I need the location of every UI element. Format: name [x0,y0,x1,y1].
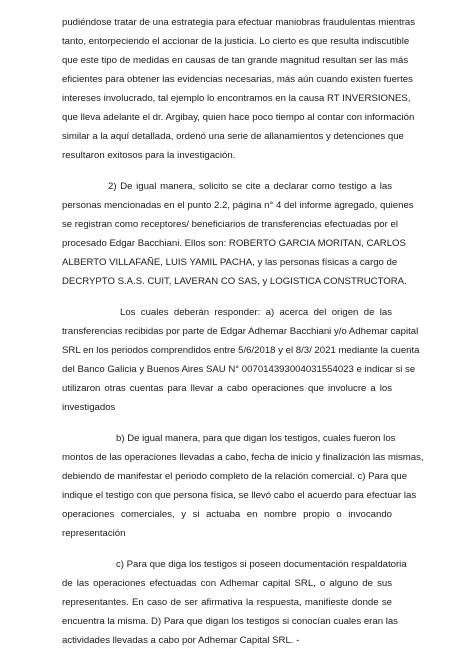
text-line: operaciones comerciales, y si actuaba en nombre propio o invocando [62,509,392,520]
text-line: transferencias recibidas por parte de Edgar Adhemar Bacchiani y/o Adhemar capital [62,326,419,337]
text-line: encuentra la misma. D) Para que digan los testigos si conocían cuales eran las [62,616,398,627]
text-line: del Banco Galicia y Buenos Aires SAU N° 007014393004031554023 e indicar si se [62,364,416,375]
text-line: resultaron exitosos para la investigación. [62,150,236,161]
text-line: eficientes para obtener las evidencias necesarias, más aún cuando existen fuertes [62,74,413,85]
text-line: b) De igual manera, para que digan los testigos, cuales fueron los [116,433,396,444]
text-line: representantes. En caso de ser afirmativa la respuesta, manifieste donde se [62,597,392,608]
text-line: c) Para que diga los testigos si poseen documentación respaldatoria [116,559,407,570]
text-line: 2) De igual manera, solicito se cite a declarar como testigo a las [108,181,392,192]
text-line: indique el testigo con que persona física, se llevó cabo el acuerdo para efectuar las [62,490,417,501]
text-line: Los cuales deberán responder: a) acerca del origen de las [120,307,392,318]
text-line: tanto, entorpeciendo el accionar de la justicia. Lo cierto es que resulta indiscutible [62,36,410,47]
text-line: DECRYPTO S.A.S. CUIT, LAVERAN CO SAS, y LOGISTICA CONSTRUCTORA. [62,276,407,287]
text-line: representación [62,528,126,539]
text-line: procesado Edgar Bacchiani. Ellos son: ROBERTO GARCIA MORITAN, CARLOS [62,238,406,249]
text-line: de las operaciones efectuadas con Adhemar capital SRL, o alguno de sus [62,578,392,589]
text-line: similar a la aquí detallada, ordenó una serie de allanamientos y detenciones que [62,131,404,142]
text-line: utilizaron otras cuentas para llevar a cabo operaciones que involucre a los [62,383,392,394]
text-line: SRL en los periodos comprendidos entre 5/6/2018 y el 8/3/ 2021 mediante la cuenta [62,345,420,356]
text-line: investigados [62,402,116,413]
text-line: pudiéndose tratar de una estrategia para efectuar maniobras fraudulentas mientras [62,17,416,28]
text-line: intereses involucrado, tal ejemplo lo encontramos en la causa RT INVERSIONES, [62,93,411,104]
text-line: que lleva adelante el dr. Argibay, quien hace poco tiempo al contar con información [62,112,415,123]
text-line: que este tipo de medidas en causas de tan grande magnitud resultan ser las más [62,55,409,66]
text-line: actividades llevadas a cabo por Adhemar Capital SRL. - [62,635,300,646]
text-line: debiendo de manifestar el periodo completo de la relación comercial. c) Para que [62,471,408,482]
text-line: personas mencionadas en el punto 2.2, página n° 4 del informe agregado, quienes [62,200,414,211]
text-line: montos de las operaciones llevadas a cabo, fecha de inicio y finalización las mismas, [62,452,424,463]
text-line: ALBERTO VILLAFAÑE, LUIS YAMIL PACHA, y las personas físicas a cargo de [62,257,398,268]
text-line: se registran como receptores/ beneficiarios de transferencias efectuadas por el [62,219,398,230]
